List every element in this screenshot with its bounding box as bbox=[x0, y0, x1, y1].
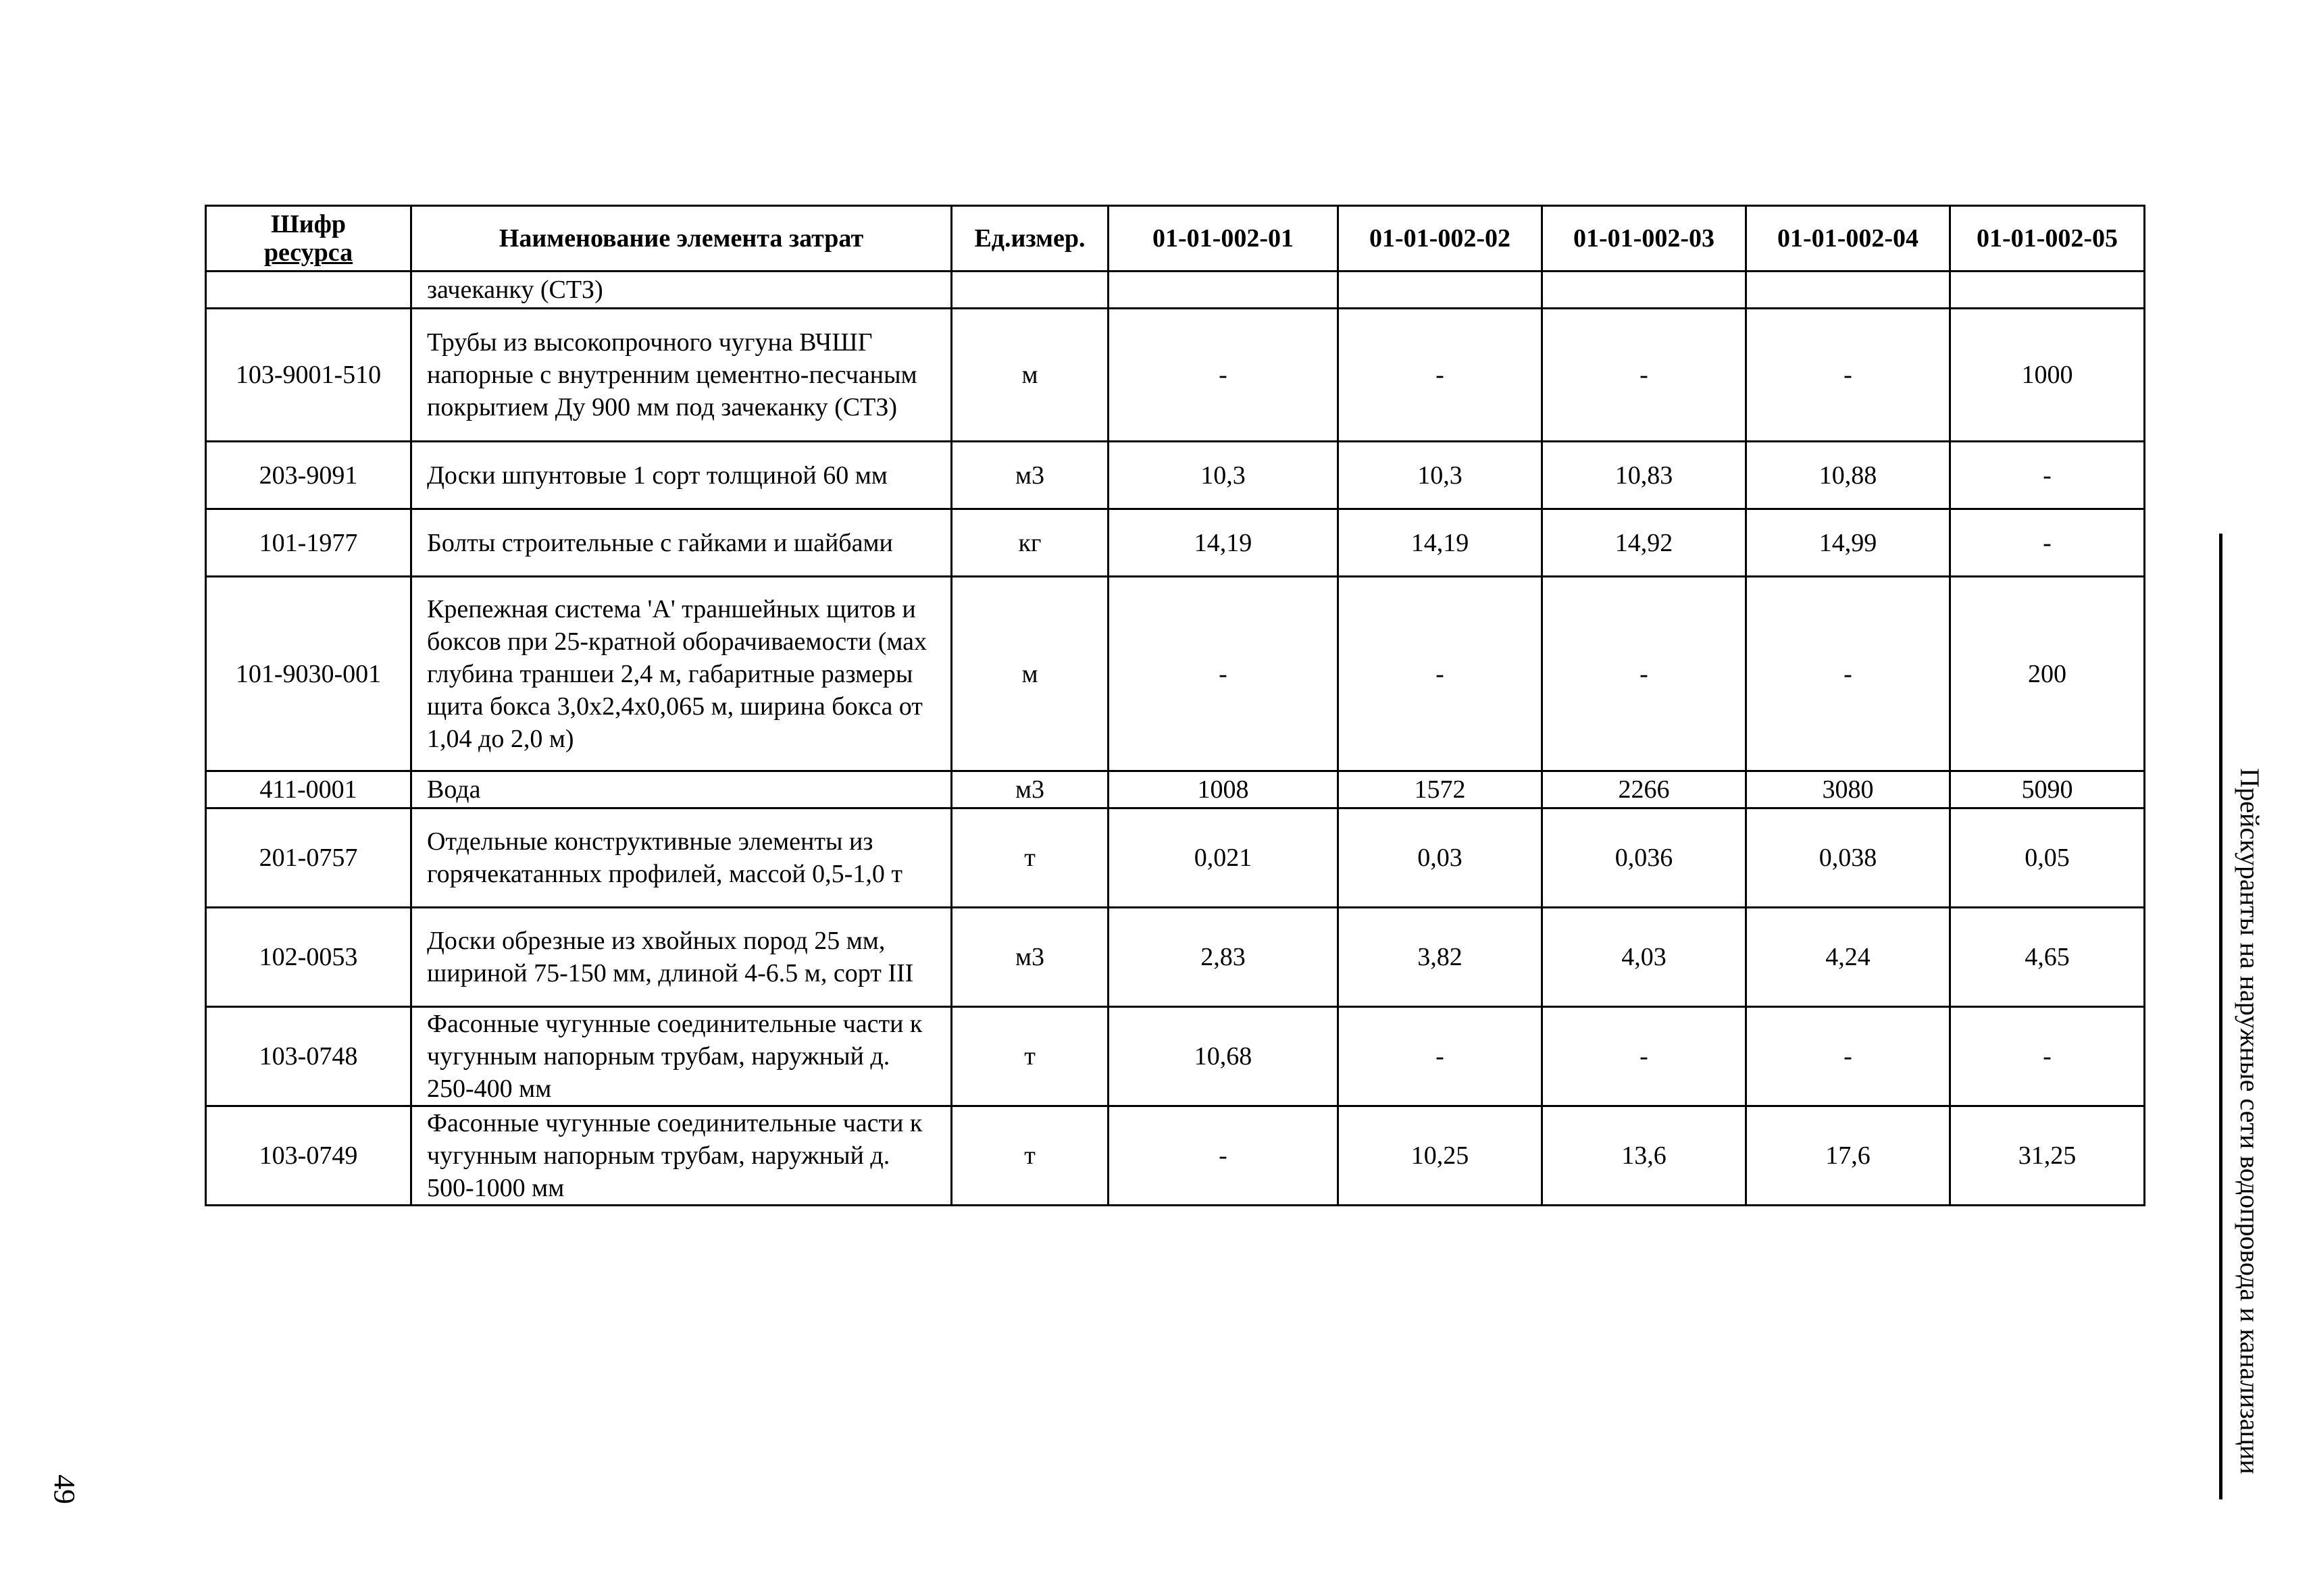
cell-unit: м bbox=[952, 309, 1109, 442]
cell-value: 2,83 bbox=[1109, 908, 1338, 1007]
cell-unit bbox=[952, 272, 1109, 309]
cell-value bbox=[1542, 272, 1746, 309]
header-col-03: 01-01-002-03 bbox=[1542, 206, 1746, 272]
cell-code: 411-0001 bbox=[206, 771, 411, 808]
rates-table bbox=[205, 205, 2145, 1206]
cell-code bbox=[206, 272, 411, 309]
table-row-continuation bbox=[206, 272, 2145, 309]
cell-name: Отдельные конструктивные элементы из горячекатанных профилей, массой 0,5-1,0 т bbox=[411, 808, 952, 908]
cell-unit: т bbox=[952, 1007, 1109, 1106]
cell-value: 31,25 bbox=[1950, 1106, 2145, 1206]
side-title bbox=[2229, 743, 2270, 1499]
cell-name: Доски обрезные из хвойных пород 25 мм, шириной 75-150 мм, длиной 4-6.5 м, сорт III bbox=[411, 908, 952, 1007]
header-col-05: 01-01-002-05 bbox=[1950, 206, 2145, 272]
cell-value: 3,82 bbox=[1338, 908, 1542, 1007]
cell-name: Фасонные чугунные соединительные части к чугунным напорным трубам, наружный д. 250-400 мм bbox=[411, 1007, 952, 1106]
cell-name: Вода bbox=[411, 771, 952, 808]
cell-value: - bbox=[1950, 1007, 2145, 1106]
table-row bbox=[206, 908, 2145, 1007]
header-col-02: 01-01-002-02 bbox=[1338, 206, 1542, 272]
cell-unit: м3 bbox=[952, 442, 1109, 509]
cell-value: - bbox=[1950, 442, 2145, 509]
cell-value: 1000 bbox=[1950, 309, 2145, 442]
cell-value: 10,68 bbox=[1109, 1007, 1338, 1106]
cell-name: Трубы из высокопрочного чугуна ВЧШГ напорные с внутренним цементно-песчаным покрытием Ду 900 мм под зачеканку (СТЗ) bbox=[411, 309, 952, 442]
cell-value: 0,036 bbox=[1542, 808, 1746, 908]
side-title-text: Прейскуранты на наружные сети водопровода и канализации bbox=[2235, 768, 2265, 1474]
cell-value: - bbox=[1338, 577, 1542, 771]
table-row bbox=[206, 509, 2145, 577]
cell-value: 0,05 bbox=[1950, 808, 2145, 908]
page-number: 49 bbox=[48, 1474, 81, 1504]
cell-value: - bbox=[1109, 309, 1338, 442]
cell-value: - bbox=[1542, 577, 1746, 771]
cell-value: 10,83 bbox=[1542, 442, 1746, 509]
cell-value: 4,65 bbox=[1950, 908, 2145, 1007]
cell-value: 10,3 bbox=[1338, 442, 1542, 509]
cell-value: - bbox=[1950, 509, 2145, 577]
cell-name: Фасонные чугунные соединительные части к чугунным напорным трубам, наружный д. 500-1000 мм bbox=[411, 1106, 952, 1206]
cell-value: 14,92 bbox=[1542, 509, 1746, 577]
cell-unit: т bbox=[952, 808, 1109, 908]
cell-unit: кг bbox=[952, 509, 1109, 577]
cell-code: 101-9030-001 bbox=[206, 577, 411, 771]
cell-value: 2266 bbox=[1542, 771, 1746, 808]
cell-value: 13,6 bbox=[1542, 1106, 1746, 1206]
header-code-line2: ресурса bbox=[263, 238, 353, 267]
header-unit: Ед.измер. bbox=[952, 206, 1109, 272]
table-header-row bbox=[206, 206, 2145, 272]
cell-value: 0,021 bbox=[1109, 808, 1338, 908]
cell-value: 14,19 bbox=[1109, 509, 1338, 577]
cell-value: 10,25 bbox=[1338, 1106, 1542, 1206]
cell-name: Болты строительные с гайками и шайбами bbox=[411, 509, 952, 577]
cell-value: 4,03 bbox=[1542, 908, 1746, 1007]
cell-value: 3080 bbox=[1746, 771, 1950, 808]
cell-value: - bbox=[1746, 309, 1950, 442]
cell-value: - bbox=[1746, 577, 1950, 771]
cell-code: 103-9001-510 bbox=[206, 309, 411, 442]
cell-value: 5090 bbox=[1950, 771, 2145, 808]
table-row bbox=[206, 808, 2145, 908]
cell-value: 200 bbox=[1950, 577, 2145, 771]
cell-code: 103-0748 bbox=[206, 1007, 411, 1106]
cell-value: 10,3 bbox=[1109, 442, 1338, 509]
cell-code: 102-0053 bbox=[206, 908, 411, 1007]
cell-code: 103-0749 bbox=[206, 1106, 411, 1206]
cell-value: 17,6 bbox=[1746, 1106, 1950, 1206]
cell-value: 10,88 bbox=[1746, 442, 1950, 509]
cell-name: Крепежная система 'A' траншейных щитов и боксов при 25-кратной оборачиваемости (мах глубина траншеи 2,4 м, габаритные размеры щита бокса 3,0х2,4х0,065 м, ширина бокса от 1,04 до 2,0 м) bbox=[411, 577, 952, 771]
cell-value: - bbox=[1338, 1007, 1542, 1106]
cell-value: - bbox=[1542, 1007, 1746, 1106]
cell-value bbox=[1746, 272, 1950, 309]
table-row bbox=[206, 1106, 2145, 1206]
cell-value: 0,03 bbox=[1338, 808, 1542, 908]
cell-value: 4,24 bbox=[1746, 908, 1950, 1007]
table-row bbox=[206, 309, 2145, 442]
cell-name: зачеканку (СТЗ) bbox=[411, 272, 952, 309]
cell-value: - bbox=[1109, 577, 1338, 771]
cell-unit: м bbox=[952, 577, 1109, 771]
header-code-line1: Шифр bbox=[270, 210, 347, 238]
header-col-01: 01-01-002-01 bbox=[1109, 206, 1338, 272]
table-row bbox=[206, 442, 2145, 509]
cell-value: - bbox=[1542, 309, 1746, 442]
cell-code: 201-0757 bbox=[206, 808, 411, 908]
cell-value bbox=[1109, 272, 1338, 309]
cell-code: 101-1977 bbox=[206, 509, 411, 577]
cell-value bbox=[1950, 272, 2145, 309]
cell-value: 1572 bbox=[1338, 771, 1542, 808]
table-row bbox=[206, 577, 2145, 771]
cell-value bbox=[1338, 272, 1542, 309]
cell-unit: м3 bbox=[952, 908, 1109, 1007]
cell-value: 0,038 bbox=[1746, 808, 1950, 908]
cell-unit: т bbox=[952, 1106, 1109, 1206]
header-cost-element-name: Наименование элемента затрат bbox=[411, 206, 952, 272]
cell-name: Доски шпунтовые 1 сорт толщиной 60 мм bbox=[411, 442, 952, 509]
cell-value: 14,19 bbox=[1338, 509, 1542, 577]
table-row bbox=[206, 771, 2145, 808]
header-col-04: 01-01-002-04 bbox=[1746, 206, 1950, 272]
cell-value: - bbox=[1746, 1007, 1950, 1106]
cell-value: - bbox=[1338, 309, 1542, 442]
side-title-rule bbox=[2219, 534, 2222, 1499]
cell-value: - bbox=[1109, 1106, 1338, 1206]
cell-unit: м3 bbox=[952, 771, 1109, 808]
cell-value: 14,99 bbox=[1746, 509, 1950, 577]
header-resource-code bbox=[206, 206, 411, 272]
table-row bbox=[206, 1007, 2145, 1106]
cell-value: 1008 bbox=[1109, 771, 1338, 808]
cell-code: 203-9091 bbox=[206, 442, 411, 509]
